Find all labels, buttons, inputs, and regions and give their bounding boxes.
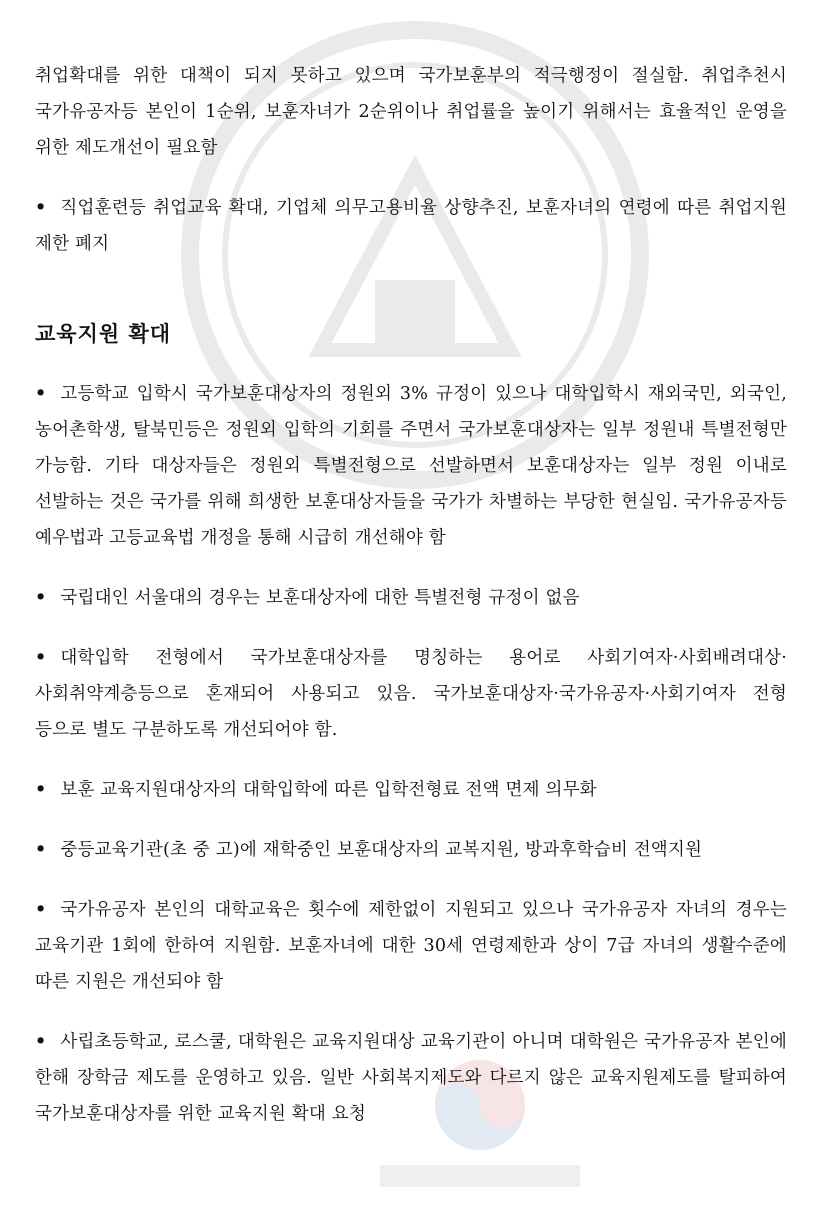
list-item-text: 대학입학 전형에서 국가보훈대상자를 명칭하는 용어로 사회기여자·사회배려대상·사회취약계층등으로 혼재되어 사용되고 있음. 국가보훈대상자·국가유공자·사회기여자 전형 등으로 별도 구분하도록 개선되어야 함. bbox=[35, 648, 787, 740]
bullet-icon: • bbox=[35, 840, 47, 860]
list-item-text: 국립대인 서울대의 경우는 보훈대상자에 대한 특별전형 규정이 없음 bbox=[60, 588, 580, 608]
list-item bbox=[35, 892, 787, 1000]
paragraph-text: 취업확대를 위한 대책이 되지 못하고 있으며 국가보훈부의 적극행정이 절실함. 취업추천시 국가유공자등 본인이 1순위, 보훈자녀가 2순위이나 취업률을 높이기 위해서는 효율적인 운영을 위한 제도개선이 필요함 bbox=[35, 66, 787, 158]
list-item bbox=[35, 640, 787, 748]
list-item-text: 중등교육기관(초 중 고)에 재학중인 보훈대상자의 교복지원, 방과후학습비 전액지원 bbox=[60, 840, 703, 860]
list-item-text: 직업훈련등 취업교육 확대, 기업체 의무고용비율 상향추진, 보훈자녀의 연령에 따른 취업지원 제한 폐지 bbox=[35, 198, 787, 254]
document-page bbox=[35, 58, 787, 1156]
list-item bbox=[35, 190, 787, 262]
section-heading: 교육지원 확대 bbox=[35, 321, 172, 346]
bullet-icon: • bbox=[35, 384, 47, 404]
bullet-icon: • bbox=[35, 900, 47, 920]
list-item bbox=[35, 580, 787, 616]
list-item bbox=[35, 832, 787, 868]
bullet-icon: • bbox=[35, 780, 47, 800]
list-item-text: 보훈 교육지원대상자의 대학입학에 따른 입학전형료 전액 면제 의무화 bbox=[60, 780, 597, 800]
list-item bbox=[35, 376, 787, 556]
list-item-text: 국가유공자 본인의 대학교육은 횟수에 제한없이 지원되고 있으나 국가유공자 자녀의 경우는 교육기관 1회에 한하여 지원함. 보훈자녀에 대한 30세 연령제한과 상이 7급 자녀의 생활수준에 따른 지원은 개선되야 함 bbox=[35, 900, 787, 992]
bullet-icon: • bbox=[35, 1032, 47, 1052]
bullet-icon: • bbox=[35, 648, 47, 668]
bullet-icon: • bbox=[35, 198, 47, 218]
list-item bbox=[35, 1024, 787, 1132]
list-item-text: 고등학교 입학시 국가보훈대상자의 정원외 3% 규정이 있으나 대학입학시 재외국민, 외국인, 농어촌학생, 탈북민등은 정원외 입학의 기회를 주면서 국가보훈대상자는 일부 정원내 특별전형만 가능함. 기타 대상자들은 정원외 특별전형으로 선발하면서 보훈대상자는 일부 정원 이내로 선발하는 것은 국가를 위해 희생한 보훈대상자들을 국가가 차별하는 부당한 현실임. 국가유공자등 예우법과 고등교육법 개정을 통해 시급히 개선해야 함 bbox=[35, 384, 787, 548]
paragraph-employment-intro bbox=[35, 58, 787, 166]
bullet-icon: • bbox=[35, 588, 47, 608]
list-item bbox=[35, 772, 787, 808]
list-item-text: 사립초등학교, 로스쿨, 대학원은 교육지원대상 교육기관이 아니며 대학원은 국가유공자 본인에 한해 장학금 제도를 운영하고 있음. 일반 사회복지제도와 다르지 않은 교육지원제도를 탈피하여 국가보훈대상자를 위한 교육지원 확대 요청 bbox=[35, 1032, 787, 1124]
